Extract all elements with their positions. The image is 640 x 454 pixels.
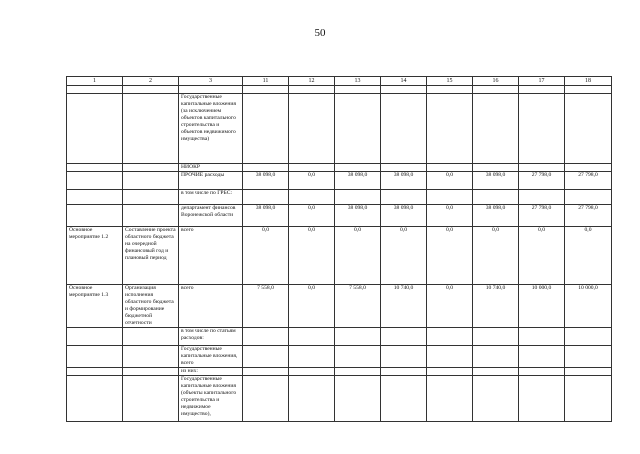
column-header: 13 <box>335 77 381 86</box>
measure-cell <box>67 94 123 164</box>
column-header: 14 <box>381 77 427 86</box>
value-cell: 38 098,0 <box>335 205 381 227</box>
value-cell <box>519 86 565 94</box>
measure-cell: Основное мероприятие 1.2 <box>67 227 123 285</box>
value-cell <box>565 328 612 346</box>
value-cell <box>243 346 289 368</box>
value-cell <box>427 376 473 422</box>
table-row <box>67 328 612 346</box>
measure-cell <box>67 86 123 94</box>
value-cell <box>427 368 473 376</box>
measure-cell <box>67 346 123 368</box>
expense-label-cell: в том числе по статьям расходов: <box>179 328 243 346</box>
value-cell <box>473 190 519 205</box>
budget-table <box>66 76 612 422</box>
table-row <box>67 164 612 172</box>
value-cell: 0,0 <box>565 227 612 285</box>
page-number: 50 <box>314 27 326 39</box>
value-cell <box>565 164 612 172</box>
expense-label-cell: НИОКР <box>179 164 243 172</box>
value-cell <box>289 190 335 205</box>
value-cell: 0,0 <box>427 285 473 328</box>
value-cell <box>473 376 519 422</box>
value-cell: 7 558,0 <box>243 285 289 328</box>
table-row <box>67 376 612 422</box>
measure-name-cell <box>123 328 179 346</box>
expense-label-cell: Государственные капитальные вложения (за исключением объектов капитального строительства и объектов недвижимого имущества) <box>179 94 243 164</box>
value-cell: 38 098,0 <box>335 172 381 190</box>
value-cell <box>427 86 473 94</box>
table-row <box>67 190 612 205</box>
value-cell <box>289 376 335 422</box>
value-cell <box>519 346 565 368</box>
value-cell <box>381 368 427 376</box>
value-cell <box>565 190 612 205</box>
value-cell <box>473 86 519 94</box>
expense-label-cell: Государственные капитальные вложения (объекты капитального строительства и недвижимое имущество), <box>179 376 243 422</box>
value-cell: 27 798,0 <box>519 205 565 227</box>
measure-name-cell <box>123 346 179 368</box>
value-cell: 38 098,0 <box>473 172 519 190</box>
value-cell <box>519 376 565 422</box>
measure-name-cell <box>123 376 179 422</box>
value-cell <box>289 346 335 368</box>
value-cell <box>565 94 612 164</box>
value-cell <box>289 164 335 172</box>
column-header: 12 <box>289 77 335 86</box>
value-cell: 38 098,0 <box>243 205 289 227</box>
measure-name-cell <box>123 94 179 164</box>
table-row <box>67 86 612 94</box>
measure-cell <box>67 164 123 172</box>
value-cell: 0,0 <box>427 205 473 227</box>
value-cell: 10 000,0 <box>519 285 565 328</box>
value-cell <box>335 164 381 172</box>
value-cell <box>473 94 519 164</box>
value-cell <box>473 368 519 376</box>
column-header: 18 <box>565 77 612 86</box>
value-cell: 0,0 <box>335 227 381 285</box>
column-header: 16 <box>473 77 519 86</box>
value-cell: 0,0 <box>427 227 473 285</box>
value-cell <box>381 376 427 422</box>
value-cell: 10 000,0 <box>565 285 612 328</box>
table-row <box>67 285 612 328</box>
value-cell: 0,0 <box>427 172 473 190</box>
measure-name-cell: Составление проекта областного бюджета на очередной финансовый год и плановый период <box>123 227 179 285</box>
value-cell <box>243 328 289 346</box>
expense-label-cell: всего <box>179 227 243 285</box>
value-cell <box>519 164 565 172</box>
value-cell <box>335 376 381 422</box>
measure-cell <box>67 376 123 422</box>
measure-cell <box>67 205 123 227</box>
value-cell: 27 798,0 <box>565 205 612 227</box>
value-cell <box>335 328 381 346</box>
measure-cell: Основное мероприятие 1.3 <box>67 285 123 328</box>
value-cell: 38 098,0 <box>243 172 289 190</box>
value-cell: 0,0 <box>289 227 335 285</box>
value-cell <box>335 346 381 368</box>
table-row <box>67 227 612 285</box>
value-cell <box>243 86 289 94</box>
expense-label-cell: ПРОЧИЕ расходы <box>179 172 243 190</box>
value-cell <box>289 86 335 94</box>
value-cell <box>519 94 565 164</box>
value-cell <box>243 368 289 376</box>
value-cell <box>519 190 565 205</box>
column-header: 2 <box>123 77 179 86</box>
value-cell <box>473 346 519 368</box>
expense-label-cell: в том числе по ГРБС: <box>179 190 243 205</box>
value-cell <box>565 368 612 376</box>
value-cell: 0,0 <box>289 172 335 190</box>
value-cell <box>243 376 289 422</box>
measure-cell <box>67 172 123 190</box>
value-cell: 0,0 <box>289 285 335 328</box>
value-cell <box>427 346 473 368</box>
value-cell <box>289 368 335 376</box>
header-row <box>67 77 612 86</box>
column-header: 15 <box>427 77 473 86</box>
expense-label-cell: департамент финансов Воронежской области <box>179 205 243 227</box>
measure-cell <box>67 190 123 205</box>
table-row <box>67 205 612 227</box>
expense-label-cell: всего <box>179 285 243 328</box>
column-header: 17 <box>519 77 565 86</box>
table-row <box>67 368 612 376</box>
value-cell: 10 740,0 <box>473 285 519 328</box>
value-cell <box>427 164 473 172</box>
table-row <box>67 94 612 164</box>
value-cell <box>427 94 473 164</box>
measure-name-cell <box>123 368 179 376</box>
value-cell <box>427 328 473 346</box>
value-cell <box>427 190 473 205</box>
value-cell: 7 558,0 <box>335 285 381 328</box>
value-cell <box>243 164 289 172</box>
value-cell <box>519 328 565 346</box>
value-cell <box>335 94 381 164</box>
value-cell: 38 098,0 <box>473 205 519 227</box>
value-cell <box>381 164 427 172</box>
value-cell <box>473 328 519 346</box>
measure-name-cell <box>123 164 179 172</box>
table-row <box>67 172 612 190</box>
value-cell <box>243 190 289 205</box>
value-cell: 27 798,0 <box>565 172 612 190</box>
measure-name-cell <box>123 172 179 190</box>
measure-name-cell: Организация исполнения областного бюджета и формирование бюджетной отчетности <box>123 285 179 328</box>
column-header: 1 <box>67 77 123 86</box>
value-cell <box>243 94 289 164</box>
value-cell <box>381 86 427 94</box>
column-header: 11 <box>243 77 289 86</box>
expense-label-cell: Государственные капитальные вложения, всего <box>179 346 243 368</box>
measure-cell <box>67 368 123 376</box>
value-cell <box>381 190 427 205</box>
value-cell <box>335 190 381 205</box>
value-cell <box>519 368 565 376</box>
measure-name-cell <box>123 205 179 227</box>
value-cell <box>335 86 381 94</box>
value-cell: 0,0 <box>289 205 335 227</box>
measure-cell <box>67 328 123 346</box>
value-cell: 10 740,0 <box>381 285 427 328</box>
value-cell <box>473 164 519 172</box>
value-cell: 0,0 <box>473 227 519 285</box>
expense-label-cell: из них: <box>179 368 243 376</box>
value-cell <box>381 346 427 368</box>
value-cell <box>381 328 427 346</box>
value-cell <box>335 368 381 376</box>
value-cell: 27 798,0 <box>519 172 565 190</box>
value-cell <box>565 376 612 422</box>
value-cell: 0,0 <box>243 227 289 285</box>
column-header: 3 <box>179 77 243 86</box>
measure-name-cell <box>123 86 179 94</box>
value-cell <box>565 86 612 94</box>
expense-label-cell <box>179 86 243 94</box>
value-cell <box>289 328 335 346</box>
value-cell: 0,0 <box>381 227 427 285</box>
table-row <box>67 346 612 368</box>
value-cell: 38 098,0 <box>381 172 427 190</box>
value-cell <box>565 346 612 368</box>
measure-name-cell <box>123 190 179 205</box>
value-cell: 38 098,0 <box>381 205 427 227</box>
value-cell: 0,0 <box>519 227 565 285</box>
value-cell <box>289 94 335 164</box>
value-cell <box>381 94 427 164</box>
